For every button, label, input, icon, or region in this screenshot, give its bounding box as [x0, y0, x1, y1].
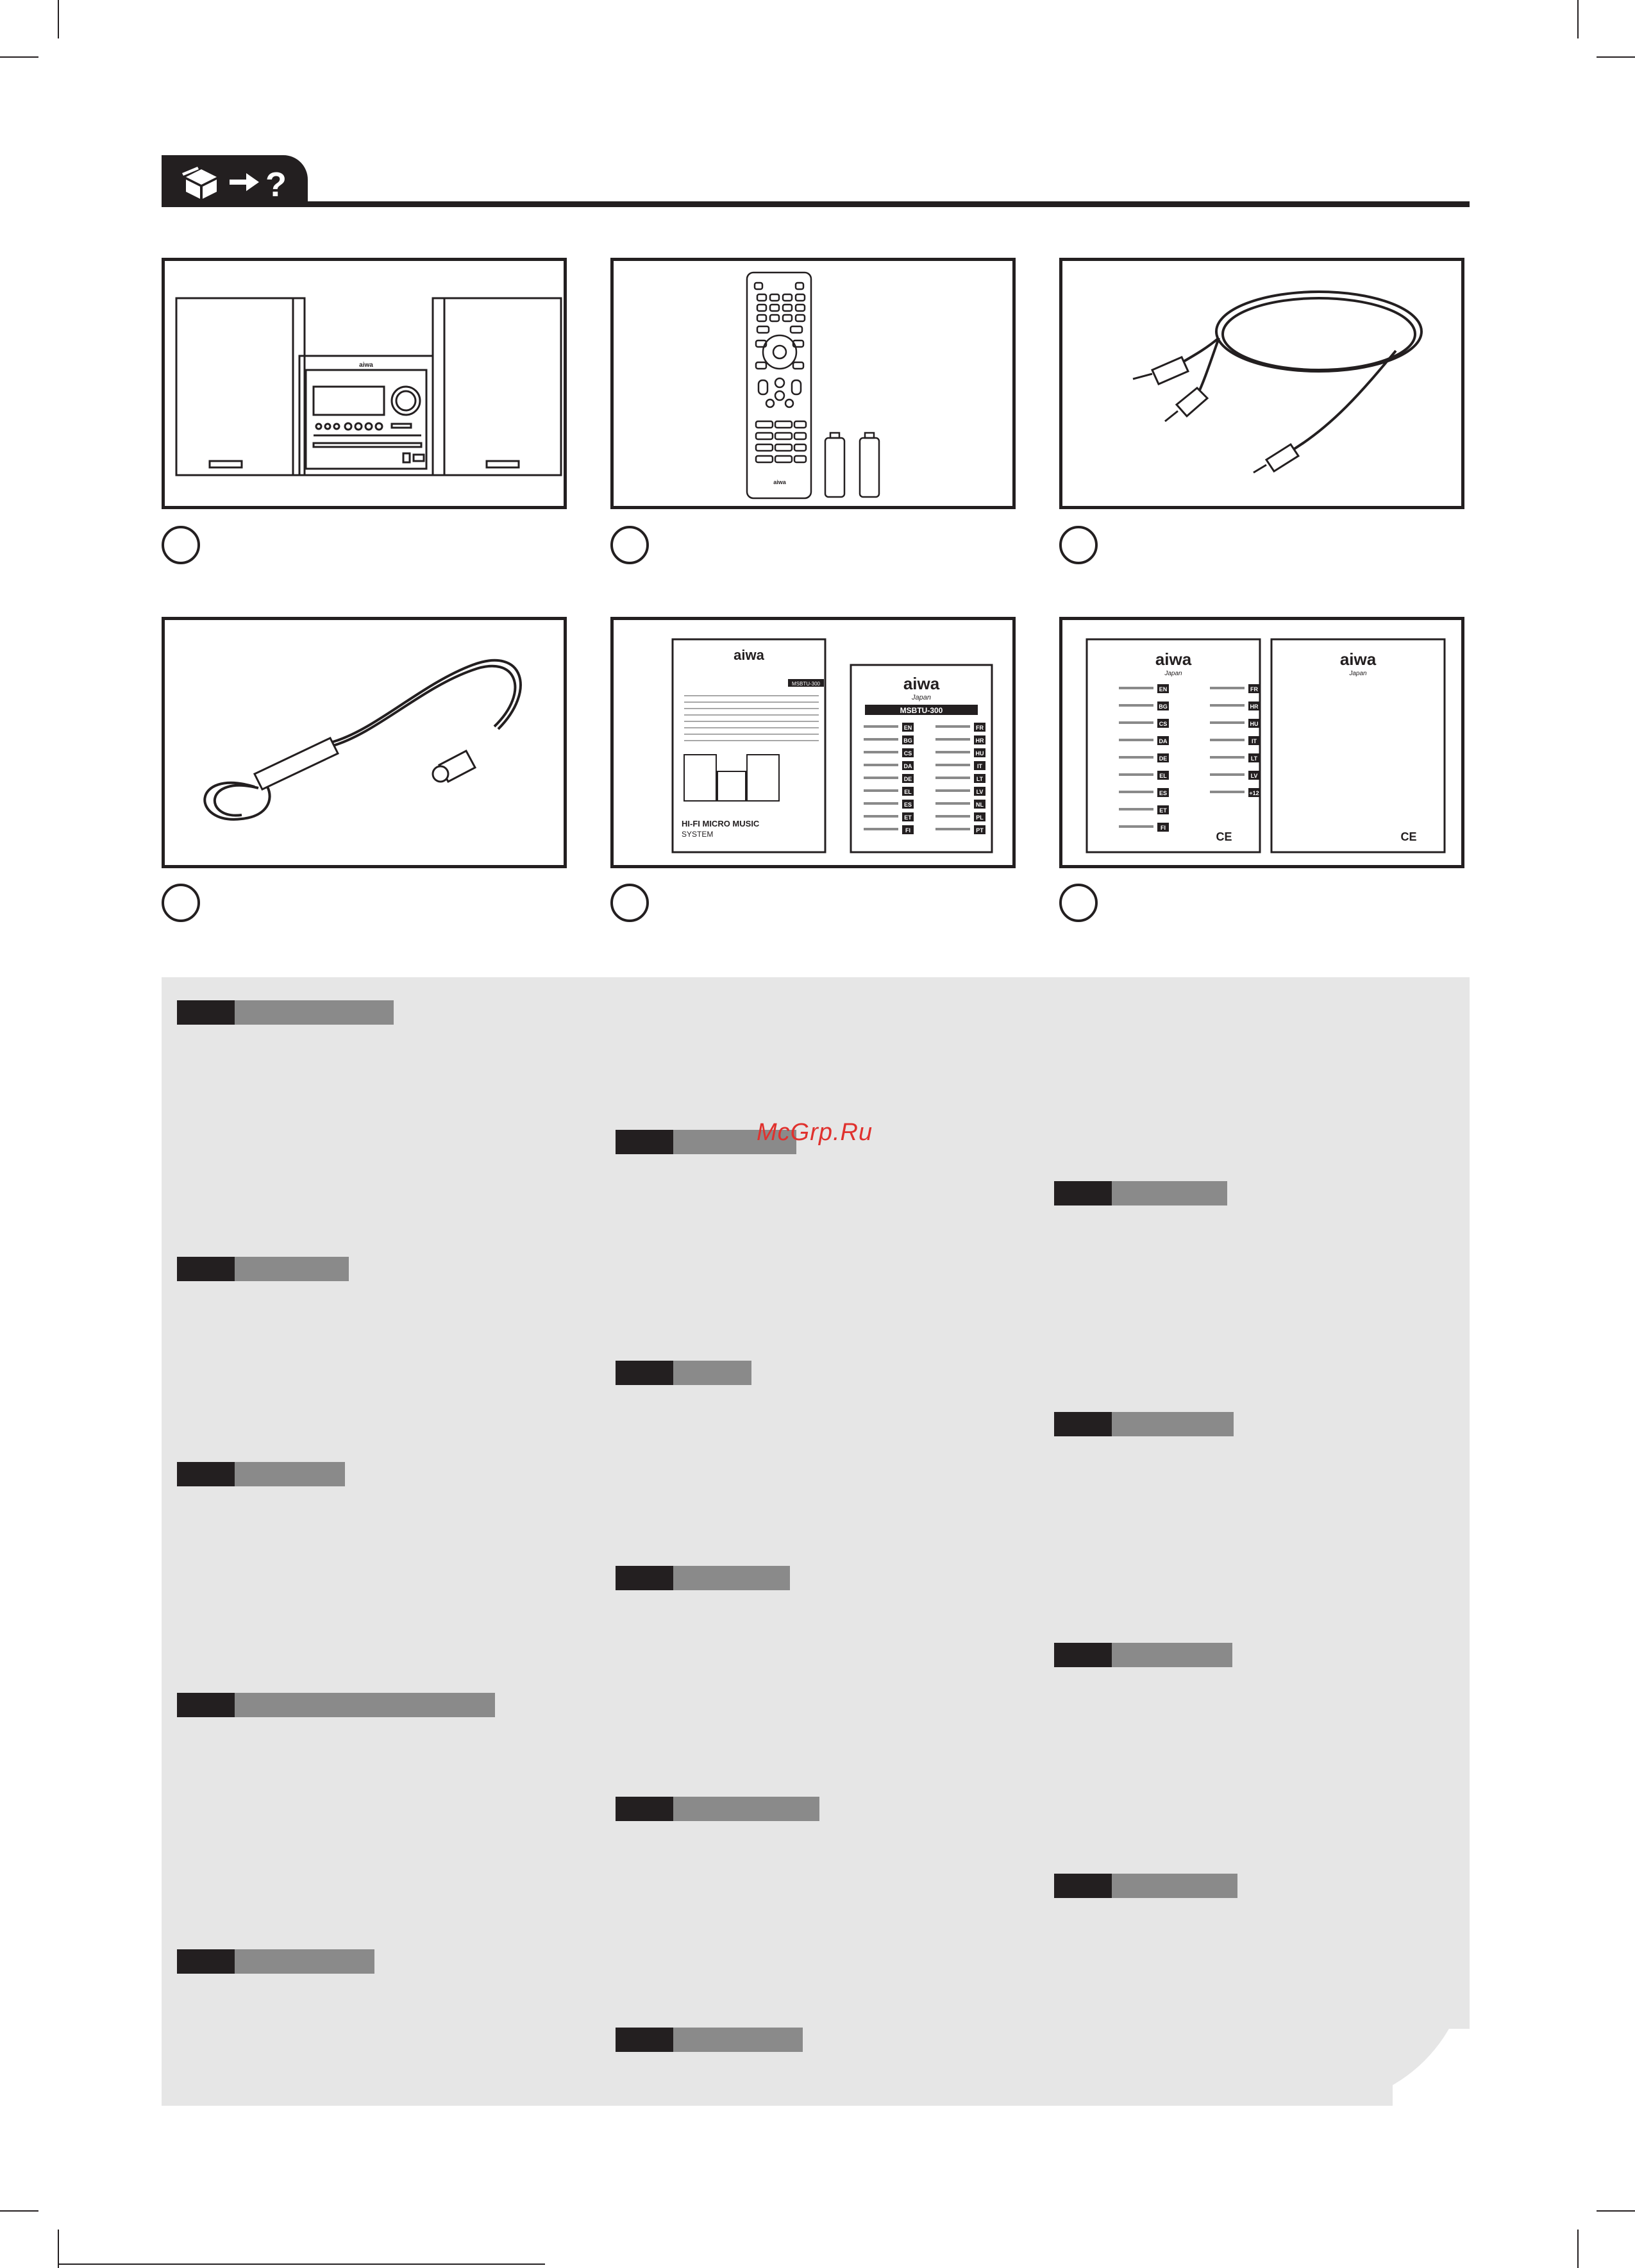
- lang-code: [1054, 1181, 1112, 1205]
- lang-label: [177, 1000, 394, 1025]
- lang-label: [616, 1361, 751, 1385]
- warranty-tagline-left: Japan: [1164, 670, 1182, 677]
- lang-label: [1054, 1412, 1234, 1436]
- warranty-left-code: DA: [1159, 738, 1168, 744]
- warranty-right-code: IT: [1252, 738, 1257, 744]
- warranty-right-line: [1210, 739, 1245, 741]
- warranty-left-code: ES: [1159, 790, 1168, 796]
- warranty-left-line: [1119, 687, 1153, 689]
- lang-code: [177, 1000, 235, 1025]
- item-number-circle: [162, 526, 200, 564]
- lang-label: [1054, 1181, 1227, 1205]
- crop-mark: [1577, 0, 1579, 38]
- lang-label: [616, 1566, 790, 1590]
- lang-code: [616, 1797, 673, 1821]
- ce-mark-left: CE: [1216, 830, 1232, 843]
- warranty-right-code: LT: [1250, 755, 1258, 762]
- quick-guide-left-line: [864, 738, 898, 741]
- watermark: McGrp.Ru: [757, 1119, 873, 1146]
- item-box-micro-system: [162, 258, 567, 509]
- lang-label: [616, 1797, 819, 1821]
- lang-code: [616, 1361, 673, 1385]
- quick-guide-right-code: LV: [976, 789, 984, 795]
- warranty-left-line: [1119, 704, 1153, 707]
- item-number-circle: [1059, 884, 1098, 922]
- micro-system-illustration: [165, 261, 564, 506]
- quick-guide-left-code: FI: [905, 827, 910, 834]
- rca-cable-illustration: [1062, 261, 1461, 506]
- lang-label: [177, 1949, 374, 1974]
- lang-label: [1054, 1874, 1237, 1898]
- remote-illustration: [614, 261, 1012, 506]
- header-tab: [162, 155, 308, 206]
- quick-guide-left-line: [864, 764, 898, 766]
- quick-guide-right-code: HR: [975, 737, 984, 744]
- lang-code: [1054, 1643, 1112, 1667]
- lang-code: [616, 2028, 673, 2052]
- item-number-circle: [610, 526, 649, 564]
- lang-label: [177, 1462, 345, 1486]
- quick-guide-right-line: [935, 789, 970, 792]
- crop-mark: [0, 56, 38, 58]
- crop-mark: [58, 2230, 59, 2268]
- warranty-right-line: [1210, 773, 1245, 776]
- warranty-left-line: [1119, 739, 1153, 741]
- warranty-left-code: CS: [1159, 721, 1168, 727]
- quick-guide-left-line: [864, 725, 898, 728]
- item-box-warranty: [1059, 617, 1464, 868]
- warranty-right-line: [1210, 704, 1245, 707]
- quick-guide-left-code: EN: [903, 725, 912, 731]
- fm-antenna-illustration: [165, 620, 564, 865]
- quick-guide-left-code: DE: [903, 776, 912, 782]
- quick-guide-left-code: ET: [904, 814, 912, 821]
- lang-code: [1054, 1874, 1112, 1898]
- box-arrow-question-icon: [176, 163, 304, 201]
- quick-guide-left-code: DA: [903, 763, 912, 769]
- quick-guide-left-code: ES: [903, 802, 912, 808]
- warranty-brand-right: aiwa: [1339, 650, 1377, 669]
- bottom-rule: [58, 2264, 545, 2265]
- warranty-left-code: BG: [1159, 703, 1168, 710]
- warranty-brand-left: aiwa: [1155, 650, 1192, 669]
- crop-mark: [1597, 2210, 1635, 2212]
- quick-guide-right-line: [935, 764, 970, 766]
- quick-guide-right-line: [935, 725, 970, 728]
- quick-guide-right-line: [935, 802, 970, 805]
- item-box-rca-cable: [1059, 258, 1464, 509]
- reference-guide-illustration: [614, 620, 1012, 865]
- quick-guide-brand: aiwa: [903, 674, 940, 693]
- lang-label: [616, 2028, 803, 2052]
- quick-guide-left-line: [864, 802, 898, 805]
- lang-code: [616, 1566, 673, 1590]
- booklet-title: HI-FI MICRO MUSIC: [682, 819, 760, 828]
- lang-code: [177, 1949, 235, 1974]
- quick-guide-right-code: HU: [975, 750, 984, 757]
- quick-guide-right-line: [935, 777, 970, 779]
- quick-guide-right-line: [935, 815, 970, 818]
- warranty-left-line: [1119, 721, 1153, 724]
- warranty-right-line: [1210, 756, 1245, 759]
- crop-mark: [1597, 56, 1635, 58]
- lang-code: [1054, 1412, 1112, 1436]
- quick-guide-right-line: [935, 738, 970, 741]
- quick-guide-right-code: IT: [977, 763, 982, 769]
- crop-mark: [0, 2210, 38, 2212]
- warranty-left-code: FI: [1161, 825, 1166, 831]
- warranty-left-code: EL: [1159, 773, 1167, 779]
- lang-code: [177, 1257, 235, 1281]
- quick-guide-tagline: Japan: [912, 694, 931, 701]
- lang-label: [1054, 1643, 1232, 1667]
- quick-guide-left-line: [864, 789, 898, 792]
- warranty-left-line: [1119, 773, 1153, 776]
- warranty-right-line: [1210, 791, 1245, 793]
- warranty-right-code: FR: [1250, 686, 1258, 693]
- item-box-reference-guide: [610, 617, 1016, 868]
- warranty-left-code: EN: [1159, 686, 1168, 693]
- aiwa-logo: aiwa: [773, 479, 786, 485]
- quick-guide-right-code: PT: [976, 827, 984, 834]
- quick-guide-right-line: [935, 751, 970, 753]
- quick-guide-left-code: CS: [903, 750, 912, 757]
- warranty-left-line: [1119, 825, 1153, 828]
- lang-code: [616, 1130, 673, 1154]
- quick-guide-right-code: NL: [976, 802, 984, 808]
- info-panel: [162, 977, 1470, 2106]
- quick-guide-left-code: EL: [904, 789, 912, 795]
- warranty-right-code: HU: [1250, 721, 1259, 727]
- quick-guide-right-code: LT: [976, 776, 984, 782]
- item-number-circle: [162, 884, 200, 922]
- booklet-brand: aiwa: [734, 647, 764, 663]
- warranty-right-code: LV: [1250, 773, 1258, 779]
- item-box-remote: [610, 258, 1016, 509]
- warranty-left-line: [1119, 756, 1153, 759]
- lang-label: [177, 1693, 495, 1717]
- quick-guide-model: MSBTU-300: [900, 706, 943, 715]
- warranty-left-line: [1119, 808, 1153, 811]
- warranty-right-code: +12: [1249, 790, 1259, 796]
- lang-label: [177, 1257, 349, 1281]
- item-number-circle: [1059, 526, 1098, 564]
- quick-guide-right-code: PL: [976, 814, 984, 821]
- warranty-left-code: ET: [1159, 807, 1167, 814]
- quick-guide-left-line: [864, 777, 898, 779]
- lang-code: [177, 1693, 235, 1717]
- warranty-right-line: [1210, 687, 1245, 689]
- warranty-right-code: HR: [1250, 703, 1259, 710]
- item-box-fm-antenna: [162, 617, 567, 868]
- quick-guide-right-line: [935, 828, 970, 830]
- header-rule: [162, 201, 1470, 207]
- warranty-left-code: DE: [1159, 755, 1168, 762]
- crop-mark: [58, 0, 59, 38]
- aiwa-logo: aiwa: [359, 362, 373, 369]
- quick-guide-left-line: [864, 751, 898, 753]
- lang-code: [177, 1462, 235, 1486]
- warranty-right-line: [1210, 721, 1245, 724]
- quick-guide-right-code: FR: [976, 725, 984, 731]
- quick-guide-left-code: BG: [903, 737, 912, 744]
- booklet-subtitle: SYSTEM: [682, 830, 714, 839]
- ce-mark-right: CE: [1400, 830, 1417, 843]
- warranty-left-line: [1119, 791, 1153, 793]
- question-mark: ?: [265, 165, 287, 201]
- warranty-illustration: [1062, 620, 1461, 865]
- warranty-tagline-right: Japan: [1349, 670, 1367, 677]
- booklet-model: MSBTU-300: [791, 681, 821, 687]
- quick-guide-left-line: [864, 828, 898, 830]
- quick-guide-left-line: [864, 815, 898, 818]
- crop-mark: [1577, 2230, 1579, 2268]
- item-number-circle: [610, 884, 649, 922]
